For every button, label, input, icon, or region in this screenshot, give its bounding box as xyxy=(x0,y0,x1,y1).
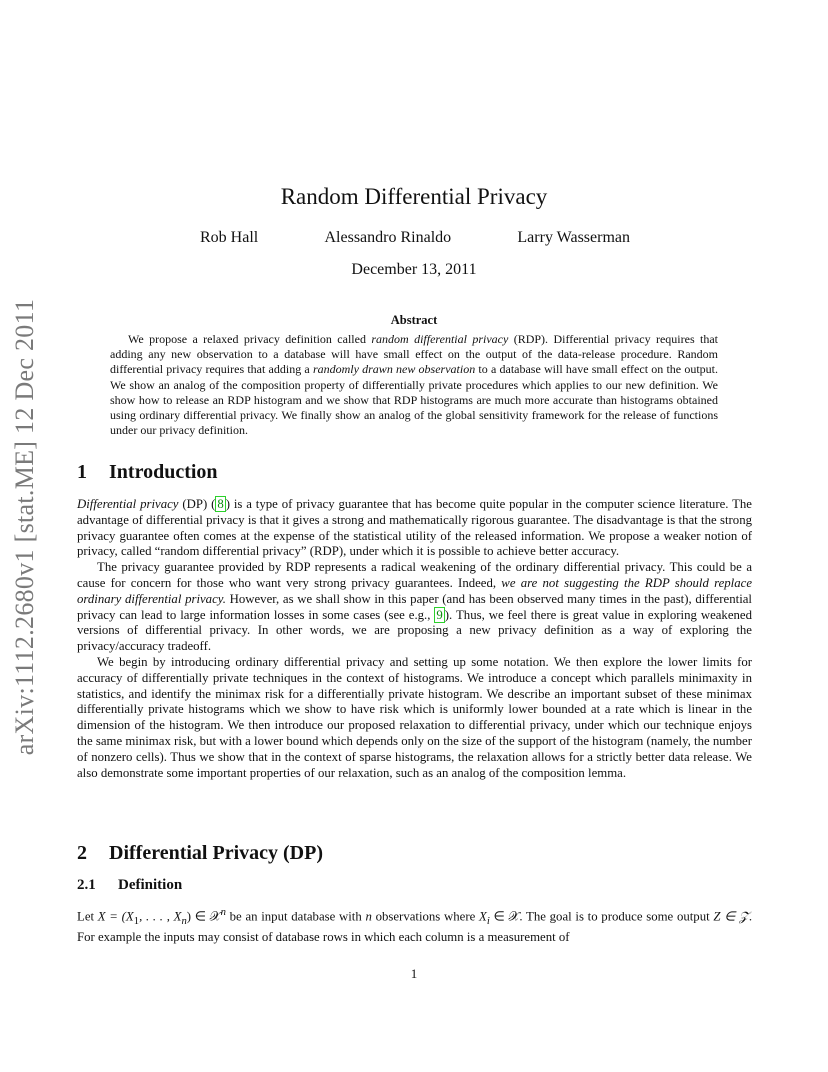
paragraph: We begin by introducing ordinary differential privacy and setting up some notation. We then explore the lower limits for accuracy of differentially private techniques in the context of histograms. We introduce a concept which parallels minimaxity in statistics, and identify the minimax risk for a differentially private histogram. We describe an important subset of these minimax differentially private histograms which we show to have risk which is uniformly lower bounded at a rate which is linear in the dimension of the histogram. We then introduce our proposed relaxation to differential privacy, under which our technique enjoys the same minimax risk, but with a lower bound which depends only on the size of the support of the histogram (namely, the number of nonzero cells). Thus we show that in the context of sparse histograms, the relaxation allows for a strictly better data release. We also demonstrate some important properties of our relaxation, such as an analog of the composition lemma. xyxy=(77,654,752,780)
section-heading-differential-privacy: 2 Differential Privacy (DP) xyxy=(77,842,323,864)
subsection-heading-definition: 2.1 Definition xyxy=(77,877,183,893)
author-name: Larry Wasserman xyxy=(517,229,630,246)
paragraph: The privacy guarantee provided by RDP represents a radical weakening of the ordinary differential privacy. This could be a cause for concern for those who want very strong privacy guarantees. Indeed, we are not suggesting the RDP should replace ordinary differential privacy. However, as we shall show in this paper (and has been observed many times in the past), differential privacy can lead to large information losses in some cases (see e.g., 9 ). Thus, we feel there is great value in exploring weakened versions of differential privacy. In other words, we are proposing a new privacy definition as a way of exploring the privacy/accuracy tradeoff. xyxy=(77,560,752,654)
author-name: Alessandro Rinaldo xyxy=(324,229,452,246)
definition-body xyxy=(77,905,752,945)
author-name: Rob Hall xyxy=(200,229,259,246)
citation-link[interactable]: 9 xyxy=(436,607,443,622)
paragraph: Differential privacy (DP) ( 8 ) is a type of privacy guarantee that has become quite popular in the computer science literature. The advantage of differential privacy is that it gives a strong and mathematically rigorous guarantee. The disadvantage is that the strong privacy guarantee often comes at the expense of the statistical utility of the released information. We propose a weaker notion of privacy, called “random differential privacy” (RDP), under which it is possible to achieve better accuracy. xyxy=(77,497,752,559)
abstract-heading: Abstract xyxy=(390,313,438,327)
section-heading-introduction: 1 Introduction xyxy=(77,461,218,483)
paragraph: Let $X = (X_1$, . . . , $X_n$) ∈ 𝒳$^n$ be an input database with n observations where $X_i$ ∈ 𝒳. The goal is to produce some output Z ∈ 𝒵. For example the inputs may consist of database rows in which each column is a measurement of xyxy=(77,907,753,944)
citation-link[interactable]: 8 xyxy=(217,497,224,511)
paper-title: Random Differential Privacy xyxy=(280,184,548,209)
abstract-text: We propose a relaxed privacy definition called random differential privacy (RDP). Differential privacy requires that adding any new observation to a database will have small effect on the output of the data-release procedure. Random differential privacy requires that adding a randomly drawn new observation to a database will have small effect on the output. We show an analog of the composition property of differentially private procedures which applies to our new definition. We show how to release an RDP histogram and we show that RDP histograms are much more accurate than histograms obtained using ordinary differential privacy. We finally show an analog of the global sensitivity framework for the release of functions under our privacy definition. xyxy=(110,332,718,438)
arxiv-identifier xyxy=(2,288,48,766)
introduction-body xyxy=(77,497,752,781)
author-list xyxy=(200,229,630,247)
paper-date: December 13, 2011 xyxy=(351,261,477,278)
arxiv-identifier-text: arXiv:1112.2680v1 [stat.ME] 12 Dec 2011 xyxy=(10,298,39,756)
page-number: 1 xyxy=(410,966,418,981)
